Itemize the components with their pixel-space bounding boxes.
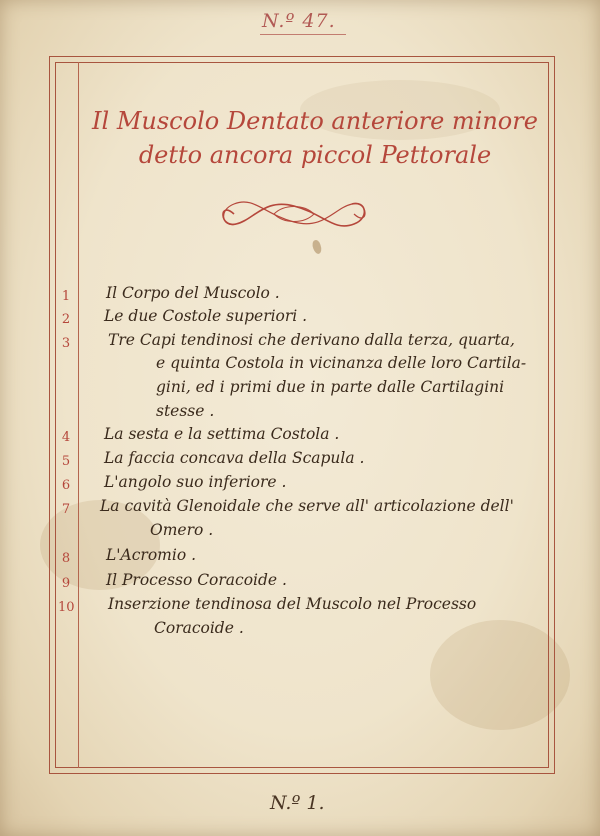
item-number: 6 [61,478,71,493]
item-text: L'angolo suo inferiore . [104,473,287,491]
item-number: 3 [61,336,71,351]
item-number: 5 [61,454,71,469]
item-number: 2 [61,312,71,327]
item-text: Le due Costole superiori . [104,307,308,325]
item-text: Coracoide . [154,619,244,637]
item-text: La sesta e la settima Costola . [104,425,340,443]
item-text: Inserzione tendinosa del Muscolo nel Processo [108,595,477,613]
item-text: L'Acromio . [106,546,197,564]
item-text: Il Processo Coracoide . [106,571,287,589]
item-text: gini, ed i primi due in parte dalle Cartilagini [156,378,505,396]
item-text: stesse . [156,402,215,420]
item-number: 4 [61,430,71,445]
item-number: 8 [61,551,71,566]
item-number: 7 [61,502,71,517]
item-text: Omero . [150,521,214,539]
plate-number-text: N.º 47. [262,10,336,32]
item-text: e quinta Costola in vicinanza delle loro Cartila- [156,354,527,372]
title-line-1: Il Muscolo Dentato anteriore minore [92,107,538,135]
item-text: La cavità Glenoidale che serve all' articolazione dell' [100,497,514,515]
item-text: Tre Capi tendinosi che derivano dalla terza, quarta, [108,331,515,349]
item-number: 10 [58,600,75,615]
item-number: 9 [61,576,71,591]
item-number: 1 [61,289,71,304]
footer-mark: N.º 1. [270,792,325,814]
item-text: La faccia concava della Scapula . [104,449,365,467]
title-line-2: detto ancora piccol Pettorale [138,141,492,169]
item-text: Il Corpo del Muscolo . [106,284,280,302]
